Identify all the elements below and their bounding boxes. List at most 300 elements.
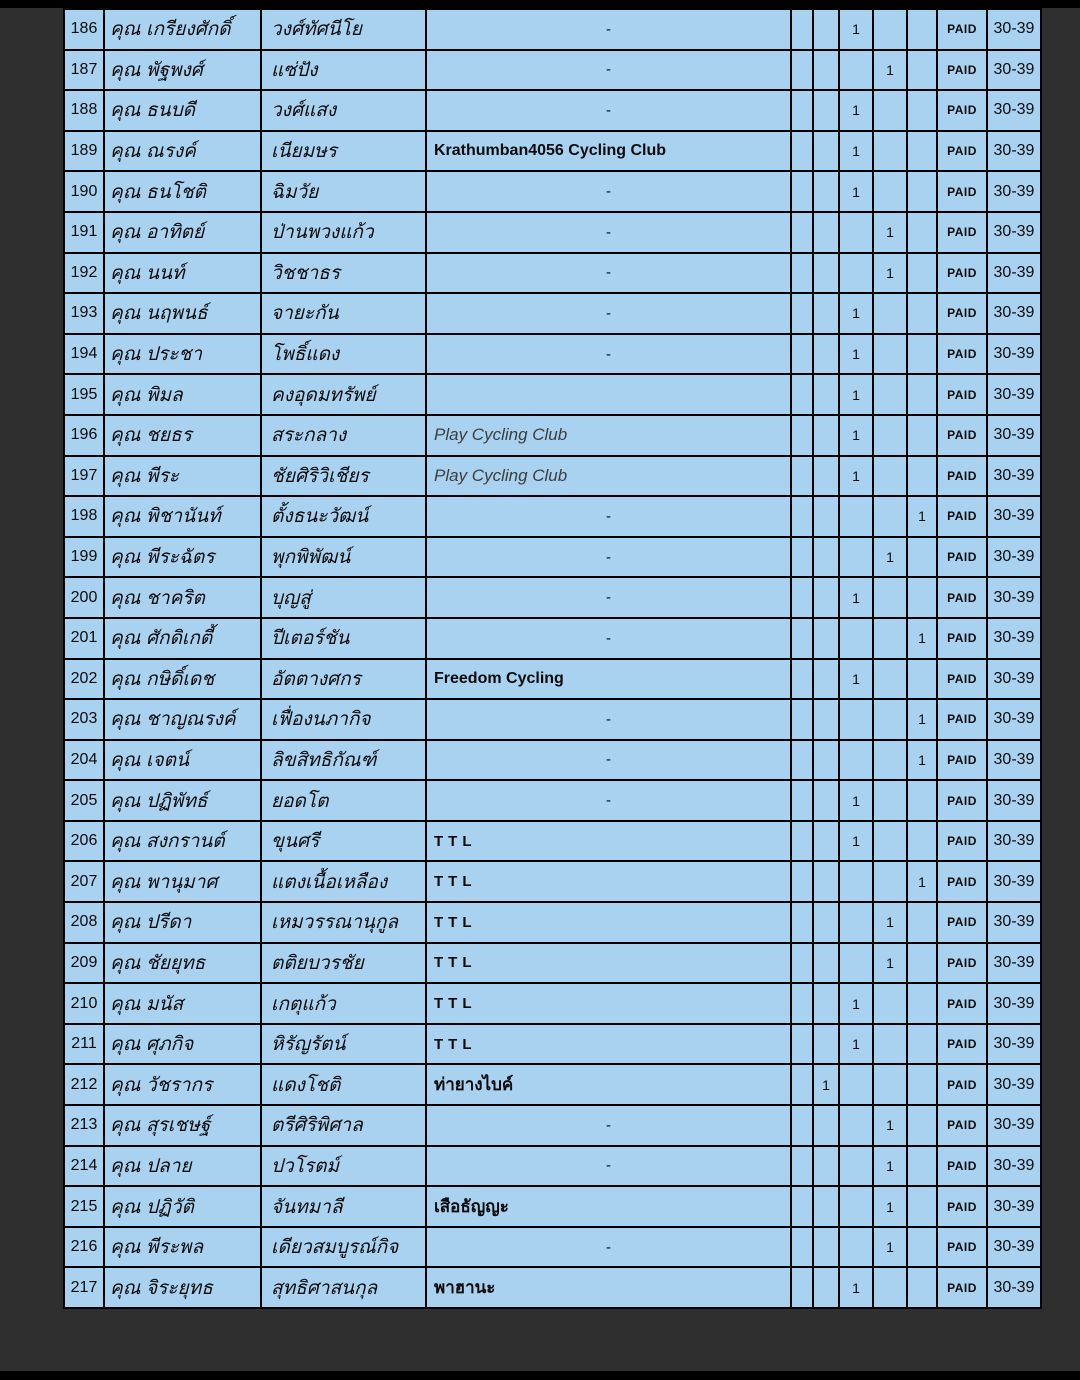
payment-status: PAID [937, 374, 987, 415]
size-col-2 [813, 1267, 839, 1308]
size-col-5: 1 [907, 740, 937, 781]
title-prefix: คุณ [110, 262, 141, 284]
title-prefix: คุณ [110, 344, 141, 366]
age-group: 30-39 [987, 456, 1041, 497]
table-row [64, 1267, 1041, 1308]
row-number: 203 [64, 699, 104, 740]
participant-last-name: แดงโชติ [261, 1064, 426, 1105]
size-col-1 [791, 456, 813, 497]
size-col-4 [873, 90, 907, 131]
table-row [64, 902, 1041, 943]
size-col-2 [813, 943, 839, 984]
row-number: 205 [64, 780, 104, 821]
title-prefix: คุณ [110, 790, 141, 812]
first-name: ธนบดี [146, 100, 195, 122]
payment-status: PAID [937, 618, 987, 659]
age-group: 30-39 [987, 699, 1041, 740]
table-row [64, 496, 1041, 537]
participant-first-name-cell [104, 577, 261, 618]
table-row [64, 983, 1041, 1024]
size-col-3: 1 [839, 131, 873, 172]
size-col-1 [791, 1267, 813, 1308]
age-group: 30-39 [987, 1105, 1041, 1146]
participant-last-name: ยอดโต [261, 780, 426, 821]
participant-first-name-cell [104, 415, 261, 456]
row-number: 212 [64, 1064, 104, 1105]
size-col-3 [839, 496, 873, 537]
participant-first-name-cell [104, 253, 261, 294]
title-prefix: คุณ [110, 141, 141, 163]
size-col-4: 1 [873, 1105, 907, 1146]
row-number: 189 [64, 131, 104, 172]
team-name: TTL [426, 821, 791, 862]
size-col-5 [907, 943, 937, 984]
participant-first-name-cell [104, 1267, 261, 1308]
payment-status: PAID [937, 780, 987, 821]
size-col-2 [813, 861, 839, 902]
size-col-1 [791, 780, 813, 821]
size-col-3 [839, 902, 873, 943]
size-col-5 [907, 1105, 937, 1146]
payment-status: PAID [937, 456, 987, 497]
table-row [64, 131, 1041, 172]
first-name: พัฐพงศ์ [146, 59, 203, 81]
size-col-2 [813, 1186, 839, 1227]
size-col-3 [839, 253, 873, 294]
age-group: 30-39 [987, 1186, 1041, 1227]
first-name: อาทิตย์ [146, 222, 205, 244]
title-prefix: คุณ [110, 1196, 141, 1218]
size-col-4 [873, 659, 907, 700]
size-col-3: 1 [839, 374, 873, 415]
title-prefix: คุณ [110, 1277, 141, 1299]
participant-last-name: ขุนศรี [261, 821, 426, 862]
table-row [64, 577, 1041, 618]
size-col-4: 1 [873, 537, 907, 578]
first-name: ปรีดา [146, 912, 192, 934]
participant-first-name-cell [104, 1146, 261, 1187]
age-group: 30-39 [987, 1227, 1041, 1268]
participant-last-name: เกตุแก้ว [261, 983, 426, 1024]
team-name: TTL [426, 861, 791, 902]
size-col-2 [813, 537, 839, 578]
age-group: 30-39 [987, 902, 1041, 943]
size-col-4 [873, 496, 907, 537]
age-group: 30-39 [987, 577, 1041, 618]
participant-first-name-cell [104, 699, 261, 740]
size-col-3 [839, 861, 873, 902]
payment-status: PAID [937, 577, 987, 618]
row-number: 187 [64, 50, 104, 91]
payment-status: PAID [937, 1105, 987, 1146]
row-number: 192 [64, 253, 104, 294]
title-prefix: คุณ [110, 749, 141, 771]
payment-status: PAID [937, 943, 987, 984]
size-col-2 [813, 171, 839, 212]
age-group: 30-39 [987, 1024, 1041, 1065]
age-group: 30-39 [987, 537, 1041, 578]
size-col-5 [907, 1146, 937, 1187]
participant-last-name: หิรัญรัตน์ [261, 1024, 426, 1065]
size-col-4 [873, 415, 907, 456]
title-prefix: คุณ [110, 1155, 141, 1177]
size-col-5 [907, 50, 937, 91]
first-name: เจตน์ [146, 749, 189, 771]
participant-first-name-cell [104, 131, 261, 172]
size-col-3 [839, 537, 873, 578]
size-col-2 [813, 1024, 839, 1065]
row-number: 216 [64, 1227, 104, 1268]
team-name: - [426, 50, 791, 91]
size-col-4 [873, 1024, 907, 1065]
table-row [64, 1024, 1041, 1065]
participant-last-name: บุญสู่ [261, 577, 426, 618]
age-group: 30-39 [987, 780, 1041, 821]
participant-last-name: คงอุดมทรัพย์ [261, 374, 426, 415]
payment-status: PAID [937, 1064, 987, 1105]
team-name: - [426, 496, 791, 537]
size-col-3: 1 [839, 456, 873, 497]
first-name: ประชา [146, 344, 203, 366]
size-col-3: 1 [839, 577, 873, 618]
table-row [64, 1186, 1041, 1227]
participant-first-name-cell [104, 374, 261, 415]
size-col-5 [907, 1267, 937, 1308]
size-col-4: 1 [873, 943, 907, 984]
size-col-3: 1 [839, 293, 873, 334]
age-group: 30-39 [987, 171, 1041, 212]
table-row [64, 740, 1041, 781]
size-col-1 [791, 1064, 813, 1105]
participant-first-name-cell [104, 1186, 261, 1227]
size-col-1 [791, 374, 813, 415]
first-name: พีระฉัตร [146, 547, 215, 569]
payment-status: PAID [937, 1146, 987, 1187]
size-col-3: 1 [839, 9, 873, 50]
size-col-3 [839, 1146, 873, 1187]
row-number: 201 [64, 618, 104, 659]
size-col-5 [907, 171, 937, 212]
first-name: พิมล [146, 384, 183, 406]
participant-first-name-cell [104, 171, 261, 212]
table-row [64, 618, 1041, 659]
participant-first-name-cell [104, 1227, 261, 1268]
team-name: TTL [426, 983, 791, 1024]
size-col-1 [791, 943, 813, 984]
size-col-5 [907, 253, 937, 294]
participant-last-name: แซ่ปัง [261, 50, 426, 91]
age-group: 30-39 [987, 131, 1041, 172]
size-col-3: 1 [839, 780, 873, 821]
first-name: พีระ [146, 465, 179, 487]
participant-first-name-cell [104, 1105, 261, 1146]
team-name: ท่ายางไบค์ [426, 1064, 791, 1105]
first-name: ธนโชติ [146, 181, 207, 203]
table-row [64, 1105, 1041, 1146]
table-row [64, 699, 1041, 740]
age-group: 30-39 [987, 50, 1041, 91]
participant-last-name: วงศ์ทัศนีโย [261, 9, 426, 50]
team-name: - [426, 293, 791, 334]
participant-last-name: ฉิมวัย [261, 171, 426, 212]
participant-first-name-cell [104, 618, 261, 659]
table-body [64, 9, 1041, 1308]
size-col-4 [873, 374, 907, 415]
participant-first-name-cell [104, 983, 261, 1024]
title-prefix: คุณ [110, 628, 141, 650]
participant-last-name: เหมวรรณานุกูล [261, 902, 426, 943]
title-prefix: คุณ [110, 1115, 141, 1137]
size-col-4 [873, 740, 907, 781]
size-col-1 [791, 740, 813, 781]
size-col-1 [791, 659, 813, 700]
size-col-3: 1 [839, 171, 873, 212]
team-name: TTL [426, 902, 791, 943]
participant-last-name: ลิขสิทธิกัณฑ์ [261, 740, 426, 781]
team-name: Play Cycling Club [426, 456, 791, 497]
size-col-1 [791, 334, 813, 375]
size-col-1 [791, 1146, 813, 1187]
size-col-4 [873, 699, 907, 740]
size-col-3: 1 [839, 1024, 873, 1065]
team-name: พาฮานะ [426, 1267, 791, 1308]
title-prefix: คุณ [110, 587, 141, 609]
row-number: 202 [64, 659, 104, 700]
size-col-1 [791, 983, 813, 1024]
first-name: วัชรากร [146, 1074, 213, 1096]
participant-last-name: ชัยศิริวิเชียร [261, 456, 426, 497]
row-number: 200 [64, 577, 104, 618]
team-name: เสือธัญญะ [426, 1186, 791, 1227]
participant-first-name-cell [104, 1064, 261, 1105]
participant-first-name-cell [104, 50, 261, 91]
team-name: - [426, 212, 791, 253]
table-row [64, 1064, 1041, 1105]
size-col-1 [791, 1105, 813, 1146]
row-number: 206 [64, 821, 104, 862]
title-prefix: คุณ [110, 668, 141, 690]
size-col-1 [791, 618, 813, 659]
first-name: ณรงค์ [146, 141, 196, 163]
size-col-3: 1 [839, 334, 873, 375]
team-name: TTL [426, 1024, 791, 1065]
participant-last-name: โพธิ์แดง [261, 334, 426, 375]
size-col-4 [873, 577, 907, 618]
size-col-2: 1 [813, 1064, 839, 1105]
row-number: 214 [64, 1146, 104, 1187]
first-name: กษิดิ์เดช [146, 668, 215, 690]
size-col-3: 1 [839, 821, 873, 862]
size-col-1 [791, 171, 813, 212]
title-prefix: คุณ [110, 993, 141, 1015]
team-name: - [426, 1105, 791, 1146]
size-col-3 [839, 943, 873, 984]
size-col-5 [907, 90, 937, 131]
payment-status: PAID [937, 90, 987, 131]
participant-last-name: สุทธิศาสนกุล [261, 1267, 426, 1308]
team-name: TTL [426, 943, 791, 984]
title-prefix: คุณ [110, 1034, 141, 1056]
payment-status: PAID [937, 902, 987, 943]
row-number: 198 [64, 496, 104, 537]
size-col-5 [907, 821, 937, 862]
table-row [64, 171, 1041, 212]
table-row [64, 293, 1041, 334]
participant-last-name: แตงเนื้อเหลือง [261, 861, 426, 902]
size-col-3 [839, 740, 873, 781]
first-name: นนท์ [146, 262, 185, 284]
size-col-2 [813, 374, 839, 415]
viewer-top-bar [0, 0, 1080, 8]
table-row [64, 1146, 1041, 1187]
size-col-1 [791, 253, 813, 294]
first-name: เกรียงศักดิ์ [146, 19, 231, 41]
table-row [64, 253, 1041, 294]
payment-status: PAID [937, 699, 987, 740]
age-group: 30-39 [987, 618, 1041, 659]
size-col-2 [813, 699, 839, 740]
age-group: 30-39 [987, 983, 1041, 1024]
size-col-4 [873, 983, 907, 1024]
size-col-5 [907, 334, 937, 375]
participant-first-name-cell [104, 659, 261, 700]
first-name: มนัส [146, 993, 184, 1015]
participant-first-name-cell [104, 212, 261, 253]
size-col-5 [907, 131, 937, 172]
table-row [64, 334, 1041, 375]
age-group: 30-39 [987, 293, 1041, 334]
size-col-2 [813, 90, 839, 131]
row-number: 193 [64, 293, 104, 334]
size-col-5 [907, 577, 937, 618]
size-col-1 [791, 50, 813, 91]
title-prefix: คุณ [110, 181, 141, 203]
size-col-3: 1 [839, 90, 873, 131]
participant-last-name: เนียมษร [261, 131, 426, 172]
first-name: พีระพล [146, 1237, 204, 1259]
payment-status: PAID [937, 9, 987, 50]
first-name: สงกรานต์ [146, 831, 225, 853]
row-number: 211 [64, 1024, 104, 1065]
size-col-1 [791, 821, 813, 862]
age-group: 30-39 [987, 821, 1041, 862]
team-name: - [426, 9, 791, 50]
table-row [64, 821, 1041, 862]
size-col-4 [873, 1064, 907, 1105]
size-col-2 [813, 740, 839, 781]
table-row [64, 374, 1041, 415]
size-col-5 [907, 212, 937, 253]
size-col-1 [791, 902, 813, 943]
size-col-5 [907, 293, 937, 334]
table-row [64, 456, 1041, 497]
size-col-3: 1 [839, 415, 873, 456]
size-col-2 [813, 1146, 839, 1187]
size-col-3 [839, 50, 873, 91]
size-col-1 [791, 9, 813, 50]
title-prefix: คุณ [110, 100, 141, 122]
participant-first-name-cell [104, 740, 261, 781]
size-col-2 [813, 293, 839, 334]
title-prefix: คุณ [110, 19, 141, 41]
table-row [64, 50, 1041, 91]
size-col-1 [791, 415, 813, 456]
row-number: 207 [64, 861, 104, 902]
size-col-2 [813, 253, 839, 294]
payment-status: PAID [937, 496, 987, 537]
payment-status: PAID [937, 1186, 987, 1227]
title-prefix: คุณ [110, 222, 141, 244]
age-group: 30-39 [987, 1146, 1041, 1187]
title-prefix: คุณ [110, 547, 141, 569]
size-col-3: 1 [839, 1267, 873, 1308]
team-name: - [426, 699, 791, 740]
first-name: ศุภกิจ [146, 1034, 194, 1056]
participant-first-name-cell [104, 293, 261, 334]
team-name: - [426, 780, 791, 821]
table-row [64, 537, 1041, 578]
first-name: พิชานันท์ [146, 506, 221, 528]
participant-first-name-cell [104, 334, 261, 375]
first-name: พานุมาศ [146, 871, 218, 893]
size-col-5 [907, 537, 937, 578]
table-row [64, 9, 1041, 50]
size-col-4 [873, 456, 907, 497]
size-col-4 [873, 334, 907, 375]
size-col-2 [813, 496, 839, 537]
payment-status: PAID [937, 212, 987, 253]
team-name: - [426, 537, 791, 578]
size-col-5 [907, 1186, 937, 1227]
age-group: 30-39 [987, 212, 1041, 253]
row-number: 215 [64, 1186, 104, 1227]
size-col-2 [813, 618, 839, 659]
size-col-4: 1 [873, 1146, 907, 1187]
age-group: 30-39 [987, 1267, 1041, 1308]
payment-status: PAID [937, 253, 987, 294]
row-number: 191 [64, 212, 104, 253]
size-col-5 [907, 9, 937, 50]
participant-last-name: อัตตางศกร [261, 659, 426, 700]
size-col-1 [791, 293, 813, 334]
size-col-2 [813, 902, 839, 943]
table-row [64, 1227, 1041, 1268]
age-group: 30-39 [987, 334, 1041, 375]
row-number: 199 [64, 537, 104, 578]
size-col-3 [839, 1105, 873, 1146]
title-prefix: คุณ [110, 952, 141, 974]
size-col-1 [791, 1186, 813, 1227]
row-number: 186 [64, 9, 104, 50]
payment-status: PAID [937, 50, 987, 91]
first-name: ชาคริต [146, 587, 205, 609]
size-col-5: 1 [907, 496, 937, 537]
size-col-4 [873, 780, 907, 821]
row-number: 208 [64, 902, 104, 943]
size-col-4 [873, 618, 907, 659]
title-prefix: คุณ [110, 831, 141, 853]
participant-last-name: ตติยบวรชัย [261, 943, 426, 984]
age-group: 30-39 [987, 496, 1041, 537]
size-col-3 [839, 618, 873, 659]
size-col-5 [907, 1227, 937, 1268]
row-number: 197 [64, 456, 104, 497]
participant-last-name: จายะกัน [261, 293, 426, 334]
size-col-3 [839, 699, 873, 740]
registration-table [63, 8, 1042, 1309]
title-prefix: คุณ [110, 1237, 141, 1259]
row-number: 195 [64, 374, 104, 415]
